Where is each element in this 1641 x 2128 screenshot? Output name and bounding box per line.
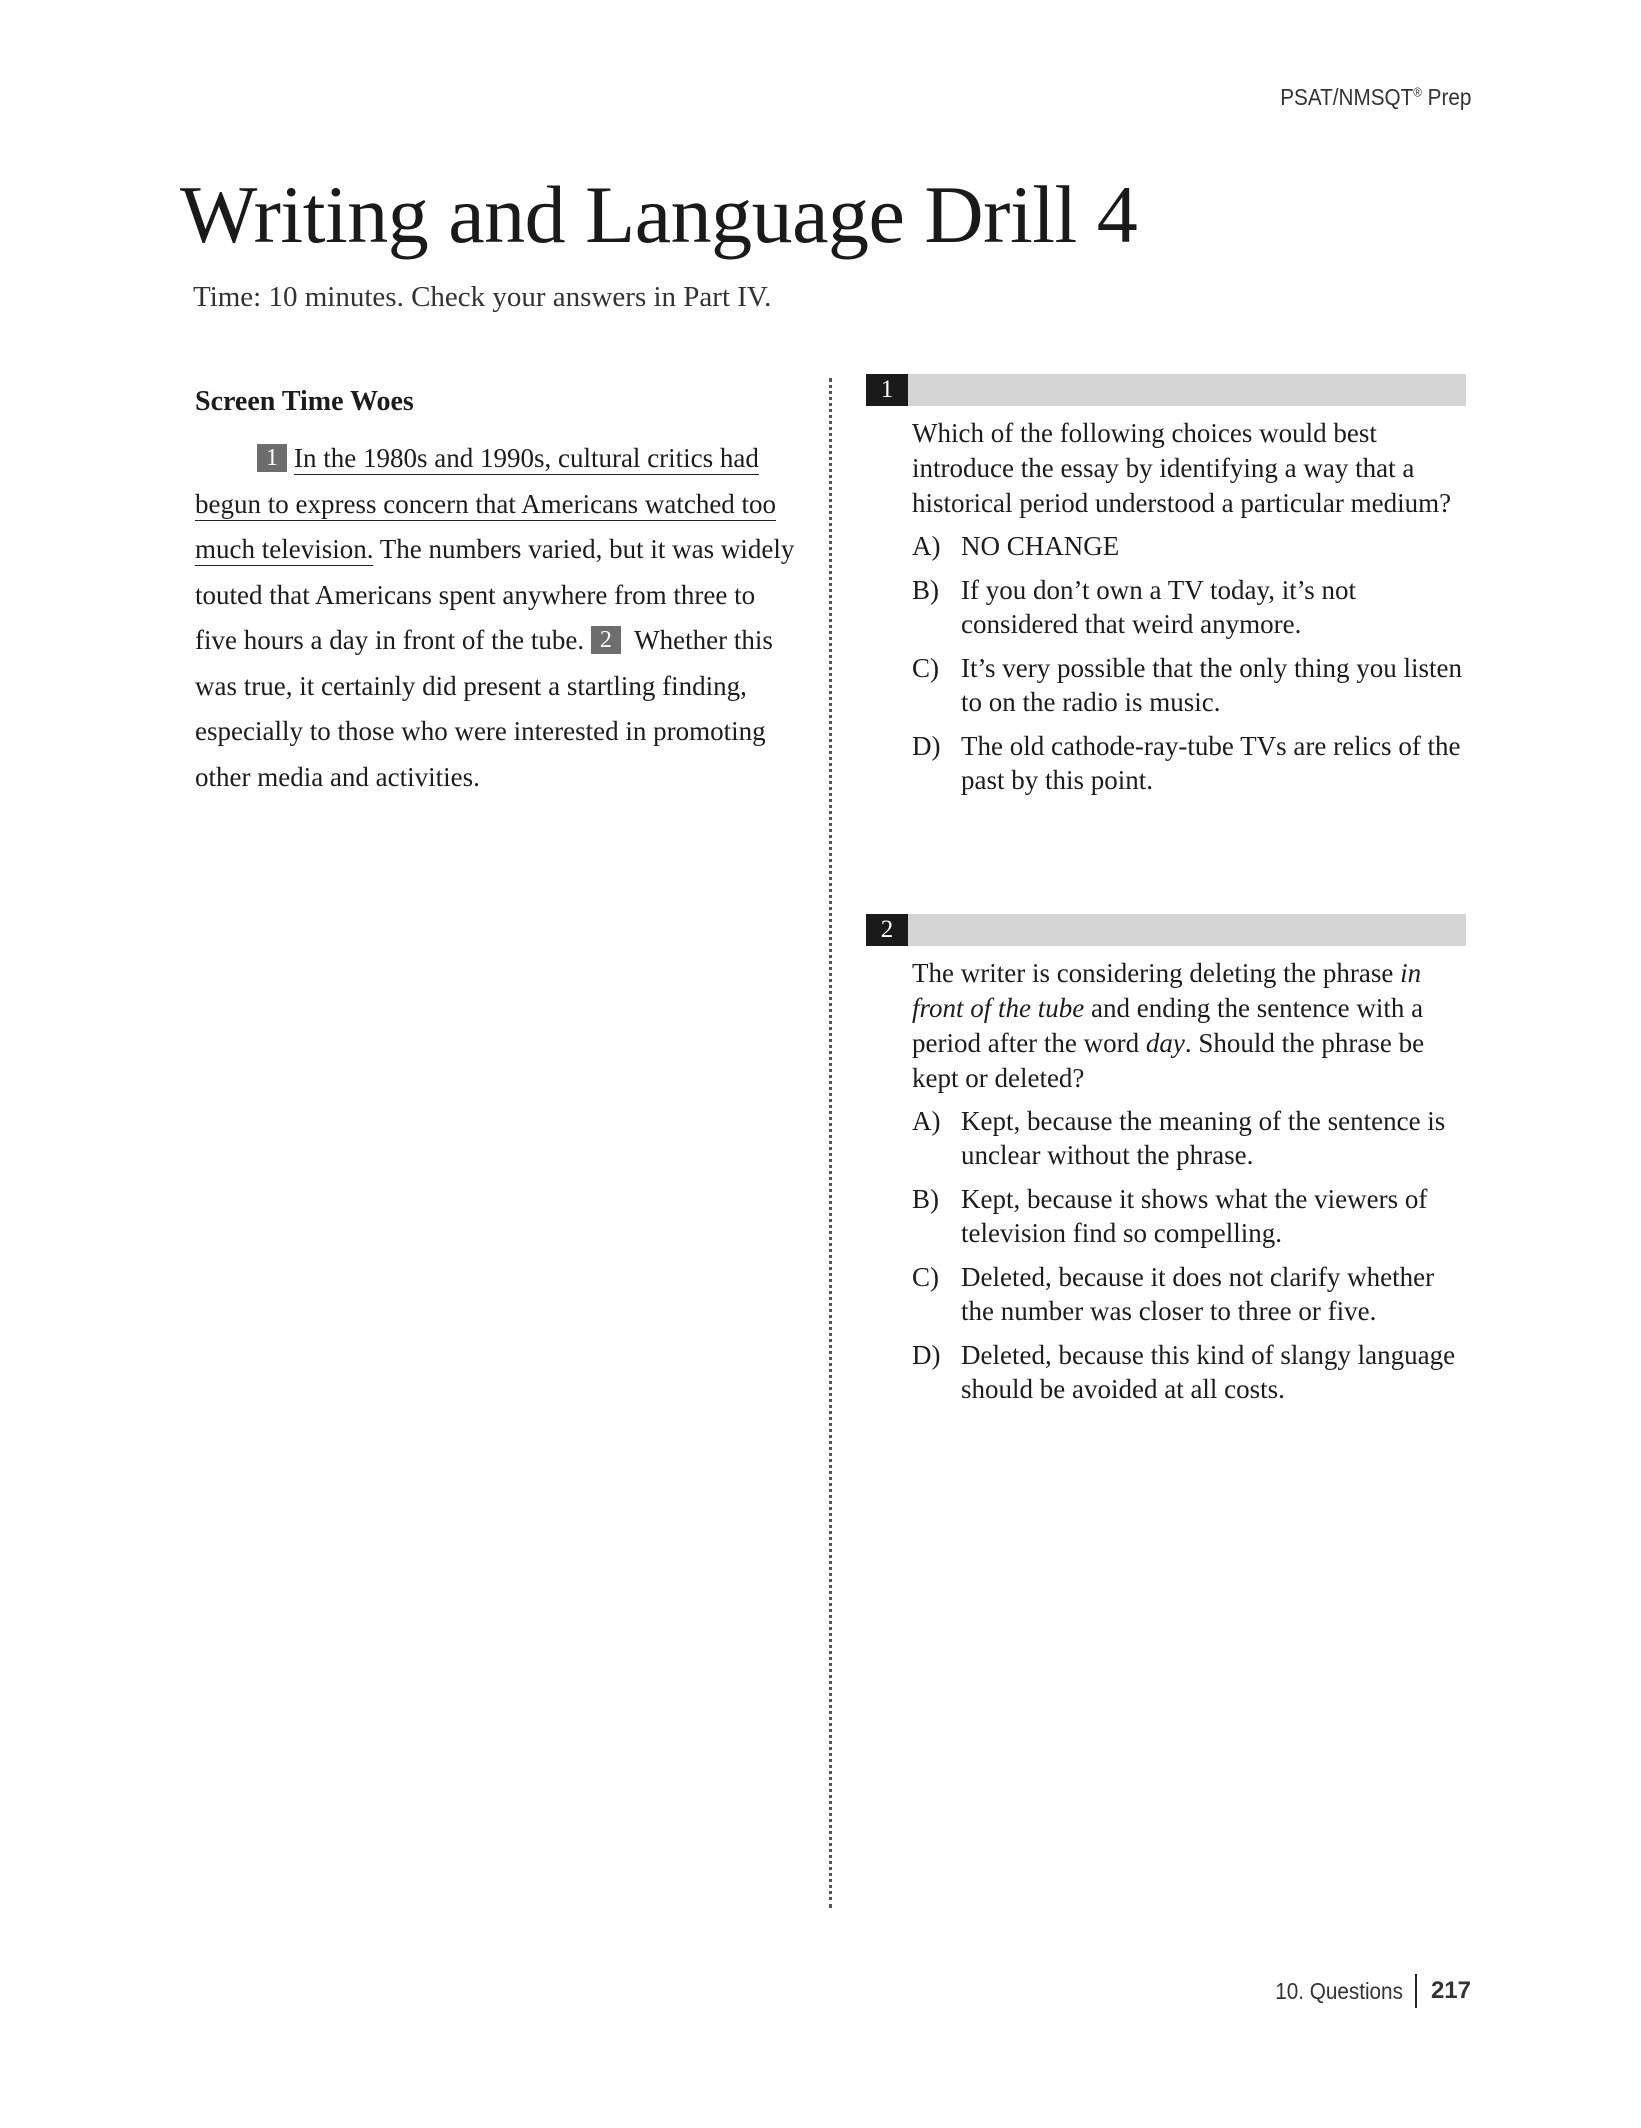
answer-choice[interactable] <box>912 573 1466 641</box>
answer-choice[interactable] <box>912 1182 1466 1250</box>
drill-instructions: Time: 10 minutes. Check your answers in Part IV. <box>193 281 772 313</box>
stem-text: . Should the phrase be kept or deleted? <box>912 1028 1425 1093</box>
choice-text: Deleted, because this kind of slangy language should be avoided at all costs. <box>961 1340 1456 1404</box>
page-footer <box>1261 1974 1471 2008</box>
question-header-bar <box>866 374 1466 406</box>
choice-text: NO CHANGE <box>961 531 1120 561</box>
footer-separator <box>1415 1974 1417 2008</box>
passage-text-2: Whether this was true, it certainly did present a startling finding, especially to those who were interested in promoting other media and activities. <box>195 625 773 792</box>
choice-text: It’s very possible that the only thing you listen to on the radio is music. <box>961 653 1462 717</box>
question-stem <box>912 956 1466 1096</box>
question-number: 1 <box>866 374 908 406</box>
choice-letter: C) <box>912 1262 939 1292</box>
choice-letter: D) <box>912 1340 941 1370</box>
question-header-bar <box>866 914 1466 946</box>
stem-emphasis: day <box>1145 1028 1185 1058</box>
underlined-portion-1: In the 1980s and 1990s, cultural critics had begun to express concern that Americans watched too much television. <box>195 443 777 564</box>
chapter-label: 10. Questions <box>1275 1977 1403 2004</box>
column-divider <box>829 378 832 1908</box>
choice-letter: C) <box>912 653 939 683</box>
passage-title: Screen Time Woes <box>195 386 414 417</box>
choice-letter: A) <box>912 1106 941 1136</box>
registered-mark: ® <box>1412 84 1422 100</box>
question-1 <box>866 374 1466 807</box>
running-head-text: PSAT/NMSQT <box>1279 84 1413 110</box>
passage-body <box>195 436 795 800</box>
answer-choices <box>912 529 1466 797</box>
choice-letter: B) <box>912 575 939 605</box>
running-head-suffix: Prep <box>1421 84 1471 110</box>
stem-text: The writer is considering deleting the phrase <box>912 958 1401 988</box>
stem-emphasis: in front of the tube <box>912 958 1422 1023</box>
passage <box>195 386 795 800</box>
question-marker-1[interactable]: 1 <box>257 444 287 472</box>
choice-letter: B) <box>912 1184 939 1214</box>
answer-choice[interactable] <box>912 651 1466 719</box>
choice-text: Kept, because it shows what the viewers of television find so compelling. <box>961 1184 1428 1248</box>
page-title: Writing and Language Drill 4 <box>180 169 1138 260</box>
answer-choice[interactable] <box>912 729 1466 797</box>
choice-text: If you don’t own a TV today, it’s not considered that weird anymore. <box>961 575 1356 639</box>
answer-choice[interactable] <box>912 1104 1466 1172</box>
question-marker-2[interactable]: 2 <box>591 626 621 654</box>
choice-text: Deleted, because it does not clarify whether the number was closer to three or five. <box>961 1262 1435 1326</box>
page-number: 217 <box>1430 1977 1471 2004</box>
choice-text: The old cathode-ray-tube TVs are relics of the past by this point. <box>961 731 1461 795</box>
answer-choice[interactable] <box>912 529 1466 563</box>
question-2 <box>866 914 1466 1416</box>
passage-text-1: The numbers varied, but it was widely touted that Americans spent anywhere from three to five hours a day in front of the tube. <box>195 534 795 655</box>
question-number: 2 <box>866 914 908 946</box>
answer-choices <box>912 1104 1466 1406</box>
running-head <box>1280 84 1471 111</box>
answer-choice[interactable] <box>912 1338 1466 1406</box>
answer-choice[interactable] <box>912 1260 1466 1328</box>
choice-letter: D) <box>912 731 941 761</box>
question-stem: Which of the following choices would best introduce the essay by identifying a way that a historical period understood a particular medium? <box>912 418 1452 518</box>
choice-letter: A) <box>912 531 941 561</box>
choice-text: Kept, because the meaning of the sentence is unclear without the phrase. <box>961 1106 1446 1170</box>
stem-text: and ending the sentence with a period after the word <box>912 993 1424 1058</box>
